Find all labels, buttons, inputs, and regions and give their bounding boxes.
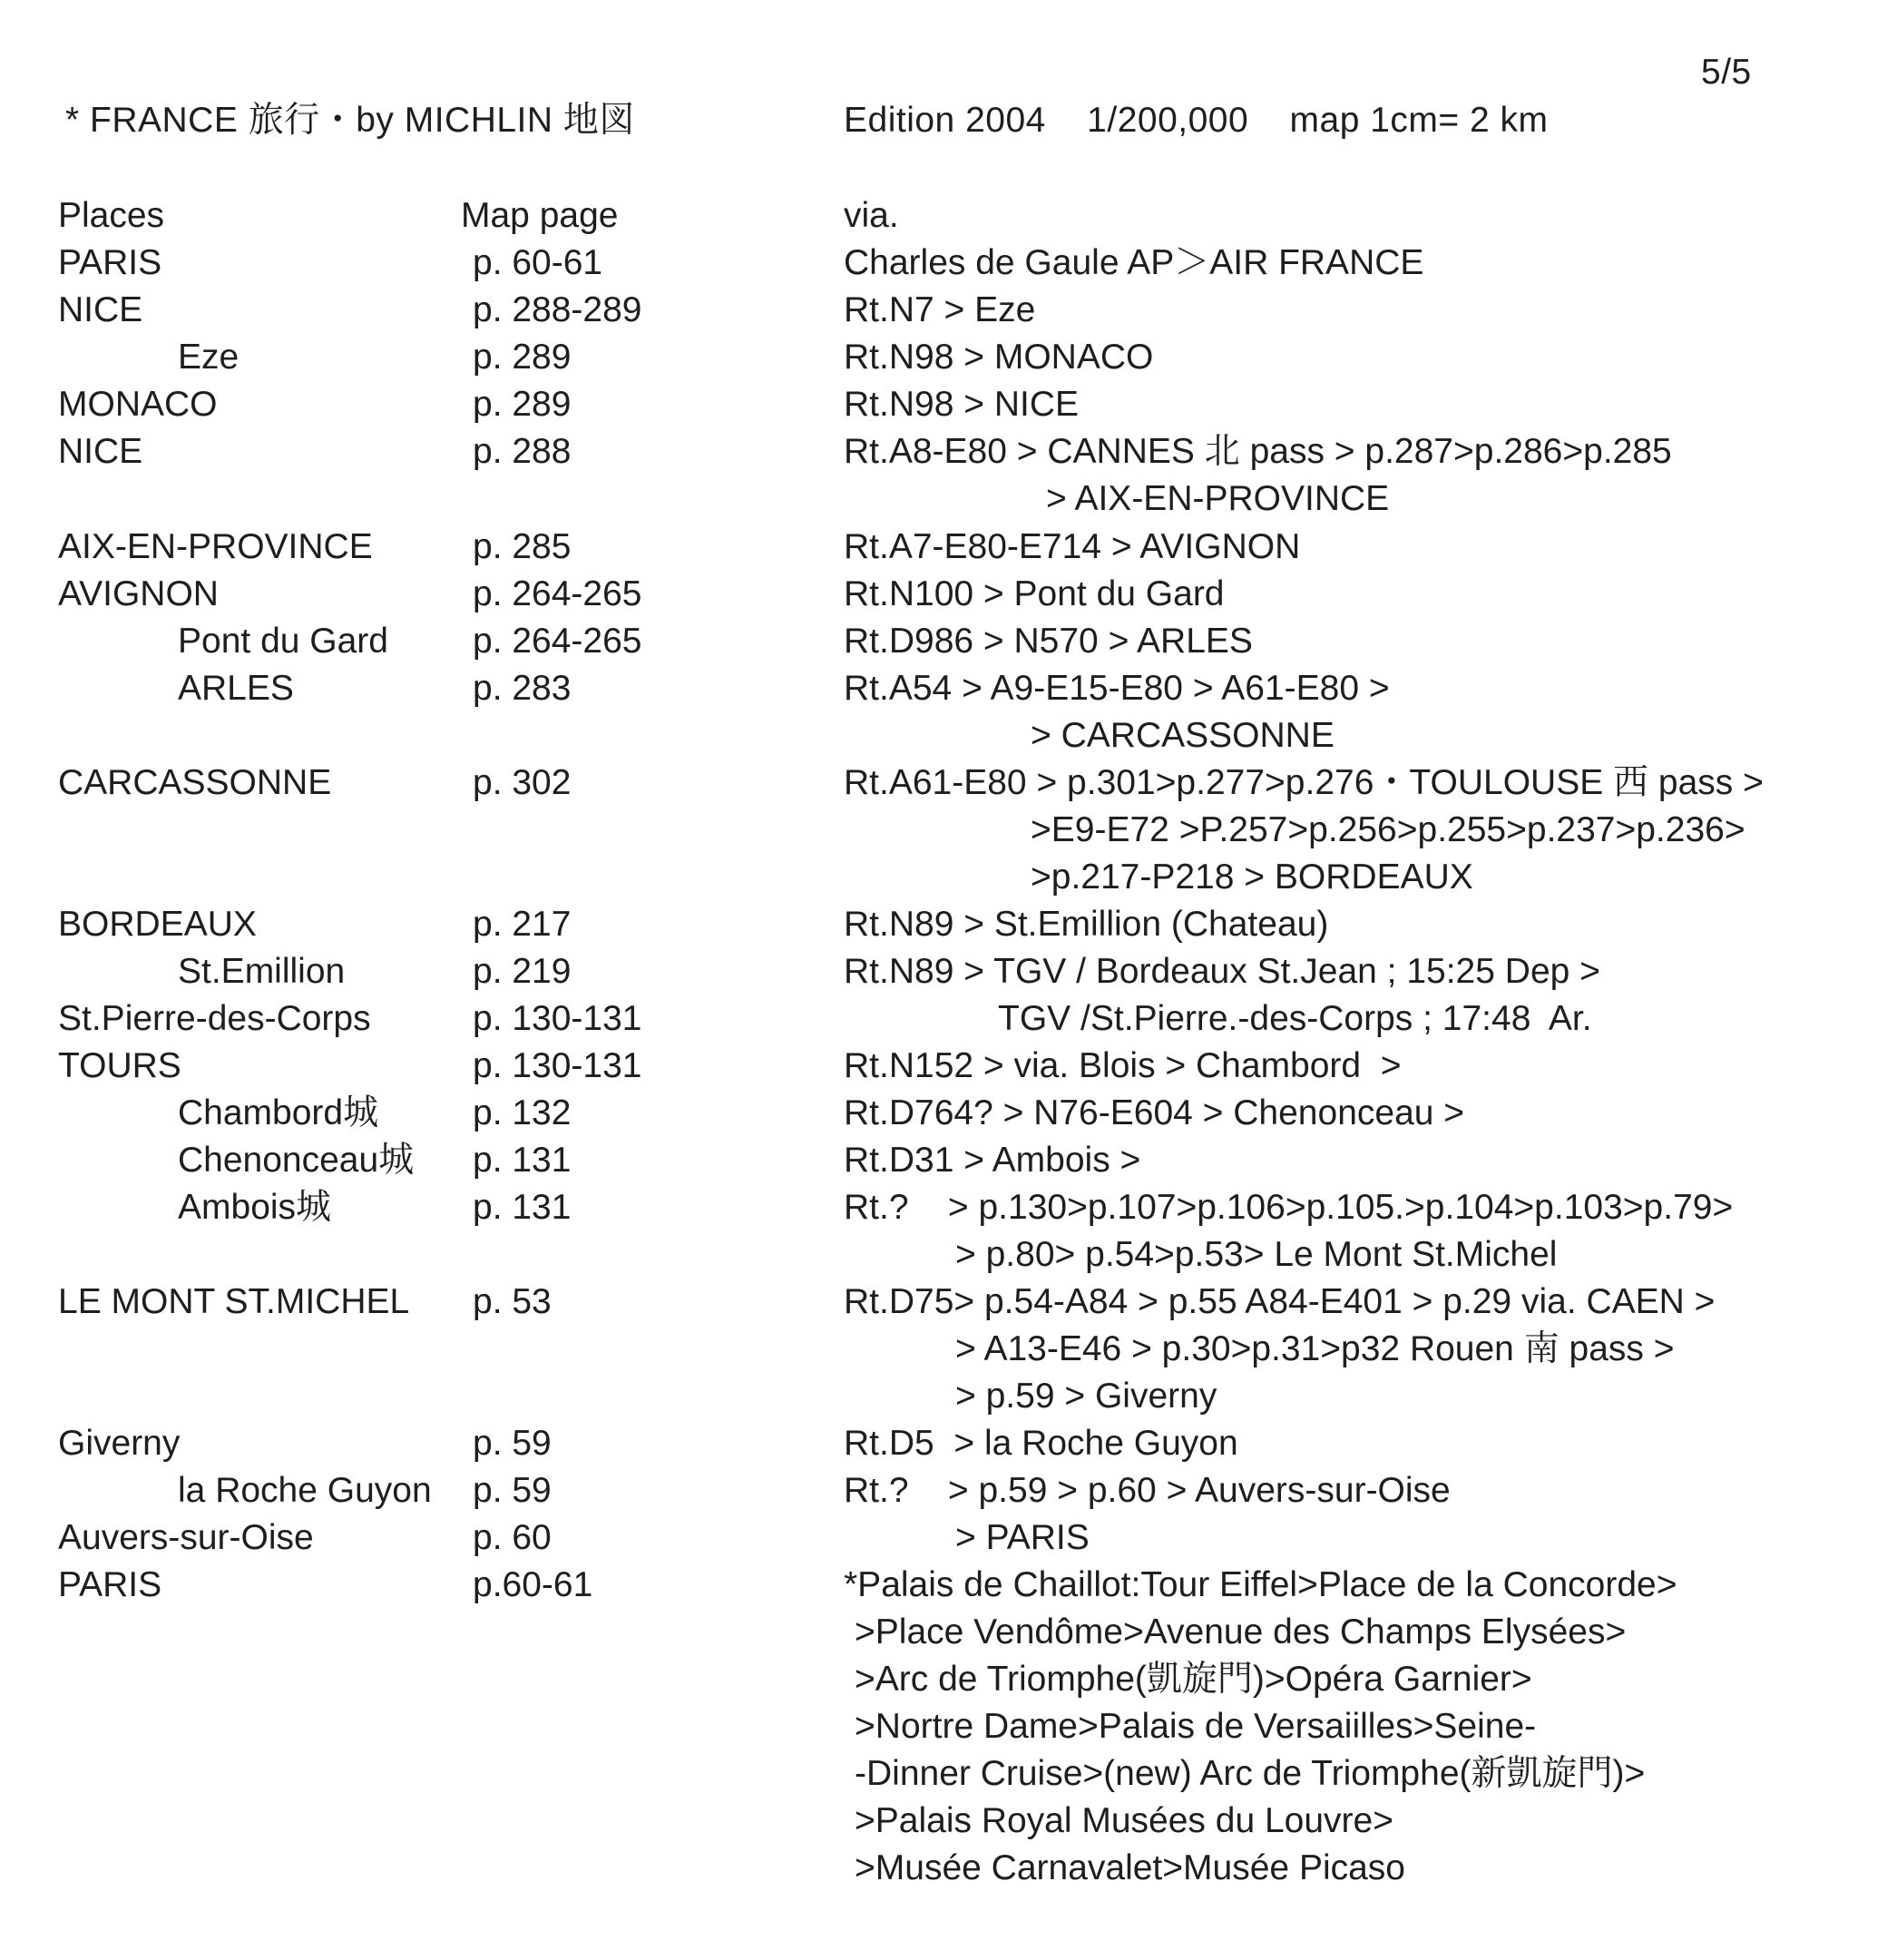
- map-page: p. 130-131: [473, 1046, 642, 1085]
- map-page: p. 130-131: [473, 999, 642, 1038]
- route-via-continuation: >p.217-P218 > BORDEAUX: [1031, 858, 1473, 897]
- route-via-continuation: > AIX-EN-PROVINCE: [1046, 479, 1390, 518]
- place-name: AIX-EN-PROVINCE: [58, 527, 373, 566]
- place-name: LE MONT ST.MICHEL: [58, 1282, 410, 1321]
- table-row: [0, 1190, 1887, 1231]
- place-name: BORDEAUX: [58, 905, 257, 944]
- route-via: Rt.? > p.130>p.107>p.106>p.105.>p.104>p.103>p.79>: [844, 1188, 1734, 1227]
- table-row: [0, 434, 1887, 475]
- table-row: [0, 387, 1887, 428]
- map-page: p. 53: [473, 1282, 552, 1321]
- route-via: Rt.N89 > St.Emillion (Chateau): [844, 905, 1329, 944]
- map-page: p. 264-265: [473, 574, 642, 613]
- route-continuation-row: [0, 718, 1887, 760]
- route-via: Rt.? > p.59 > p.60 > Auvers-sur-Oise: [844, 1471, 1451, 1510]
- route-via: Rt.N100 > Pont du Gard: [844, 574, 1225, 613]
- route-via: Rt.N89 > TGV / Bordeaux St.Jean ; 15:25 Dep >: [844, 952, 1600, 991]
- map-page: p. 60-61: [473, 243, 603, 282]
- column-header-row: [0, 198, 1887, 240]
- table-row: [0, 1142, 1887, 1184]
- route-via: > PARIS: [955, 1518, 1090, 1557]
- table-row: [0, 1284, 1887, 1326]
- route-via: Charles de Gaule AP＞AIR FRANCE: [844, 243, 1424, 282]
- route-continuation-row: [0, 1661, 1887, 1703]
- route-via-continuation: TGV /St.Pierre.-des-Corps ; 17:48 Ar.: [998, 999, 1592, 1038]
- table-row: [0, 1473, 1887, 1514]
- route-via-continuation: > A13-E46 > p.30>p.31>p32 Rouen 南 pass >: [955, 1329, 1675, 1368]
- route-via-continuation: > CARCASSONNE: [1031, 716, 1335, 755]
- place-name: NICE: [58, 432, 143, 471]
- route-via-continuation: >Place Vendôme>Avenue des Champs Elysées>: [855, 1612, 1627, 1651]
- route-via-continuation: >Palais Royal Musées du Louvre>: [855, 1801, 1394, 1840]
- document-title: * FRANCE 旅行・by MICHLIN 地図: [65, 101, 635, 140]
- route-via: Rt.D5 > la Roche Guyon: [844, 1424, 1238, 1463]
- map-page: p. 289: [473, 385, 572, 424]
- place-name: CARCASSONNE: [58, 763, 332, 802]
- route-via: Rt.N98 > NICE: [844, 385, 1080, 424]
- route-via: Rt.A8-E80 > CANNES 北 pass > p.287>p.286>p.285: [844, 432, 1672, 471]
- route-via-continuation: >Arc de Triomphe(凱旋門)>Opéra Garnier>: [855, 1660, 1532, 1699]
- place-name: Auvers-sur-Oise: [58, 1518, 314, 1557]
- map-page: p. 288: [473, 432, 572, 471]
- map-page: p. 131: [473, 1188, 572, 1227]
- place-name: St.Pierre-des-Corps: [58, 999, 371, 1038]
- route-continuation-row: [0, 812, 1887, 854]
- place-name: Ambois城: [178, 1188, 332, 1227]
- route-via: Rt.D986 > N570 > ARLES: [844, 622, 1253, 661]
- route-via: Rt.D75> p.54-A84 > p.55 A84-E401 > p.29 via. CAEN >: [844, 1282, 1716, 1321]
- edition-info: Edition 2004 1/200,000 map 1cm= 2 km: [844, 101, 1549, 140]
- route-via-continuation: >Nortre Dame>Palais de Versaiilles>Seine-: [855, 1707, 1537, 1746]
- map-page: p.60-61: [473, 1565, 593, 1604]
- route-continuation-row: [0, 1237, 1887, 1279]
- map-page: p. 289: [473, 338, 572, 377]
- place-name: MONACO: [58, 385, 218, 424]
- route-via: Rt.D764? > N76-E604 > Chenonceau >: [844, 1093, 1465, 1132]
- route-via-continuation: > p.59 > Giverny: [955, 1377, 1217, 1416]
- route-via: Rt.N152 > via. Blois > Chambord >: [844, 1046, 1402, 1085]
- place-name: ARLES: [178, 669, 294, 708]
- route-via: Rt.A61-E80 > p.301>p.277>p.276・TOULOUSE 西 pass >: [844, 763, 1764, 802]
- route-continuation-row: [0, 1378, 1887, 1420]
- route-via-continuation: > p.80> p.54>p.53> Le Mont St.Michel: [955, 1235, 1558, 1274]
- route-via: Rt.N7 > Eze: [844, 290, 1036, 329]
- map-page: p. 288-289: [473, 290, 642, 329]
- place-name: St.Emillion: [178, 952, 346, 991]
- table-row: [0, 339, 1887, 381]
- table-row: [0, 623, 1887, 665]
- place-name: Chenonceau城: [178, 1141, 415, 1180]
- route-via: Rt.D31 > Ambois >: [844, 1141, 1141, 1180]
- table-row: [0, 1048, 1887, 1090]
- route-via: *Palais de Chaillot:Tour Eiffel>Place de la Concorde>: [844, 1565, 1677, 1604]
- table-row: [0, 671, 1887, 712]
- map-page: p. 217: [473, 905, 572, 944]
- route-via: Rt.A54 > A9-E15-E80 > A61-E80 >: [844, 669, 1390, 708]
- route-via-continuation: -Dinner Cruise>(new) Arc de Triomphe(新凱旋門)>: [855, 1754, 1646, 1793]
- map-page: p. 60: [473, 1518, 552, 1557]
- column-header-via: via.: [844, 196, 899, 235]
- place-name: Giverny: [58, 1424, 181, 1463]
- table-row: [0, 529, 1887, 571]
- route-continuation-row: [0, 1850, 1887, 1892]
- table-row: [0, 906, 1887, 948]
- place-name: la Roche Guyon: [178, 1471, 432, 1510]
- place-name: PARIS: [58, 243, 162, 282]
- place-name: NICE: [58, 290, 143, 329]
- place-name: Eze: [178, 338, 240, 377]
- column-header-map-page: Map page: [461, 196, 619, 235]
- route-continuation-row: [0, 1803, 1887, 1845]
- table-row: [0, 576, 1887, 618]
- table-row: [0, 1095, 1887, 1137]
- map-page: p. 132: [473, 1093, 572, 1132]
- map-page: p. 219: [473, 952, 572, 991]
- route-via-continuation: >E9-E72 >P.257>p.256>p.255>p.237>p.236>: [1031, 810, 1745, 849]
- route-via-continuation: >Musée Carnavalet>Musée Picaso: [855, 1848, 1405, 1887]
- route-via: Rt.A7-E80-E714 > AVIGNON: [844, 527, 1301, 566]
- map-page: p. 131: [473, 1141, 572, 1180]
- place-name: AVIGNON: [58, 574, 219, 613]
- route-continuation-row: [0, 1331, 1887, 1373]
- route-continuation-row: [0, 481, 1887, 523]
- route-continuation-row: [0, 1756, 1887, 1798]
- table-row: [0, 1001, 1887, 1043]
- place-name: TOURS: [58, 1046, 181, 1085]
- table-row: [0, 1520, 1887, 1562]
- place-name: Chambord城: [178, 1093, 379, 1132]
- column-header-places: Places: [58, 196, 165, 235]
- route-continuation-row: [0, 1614, 1887, 1656]
- map-page: p. 59: [473, 1424, 552, 1463]
- place-name: Pont du Gard: [178, 622, 388, 661]
- table-row: [0, 292, 1887, 334]
- table-row: [0, 765, 1887, 807]
- map-page: p. 285: [473, 527, 572, 566]
- map-page: p. 59: [473, 1471, 552, 1510]
- place-name: PARIS: [58, 1565, 162, 1604]
- page-number: 5/5: [1701, 53, 1752, 92]
- map-page: p. 283: [473, 669, 572, 708]
- table-row: [0, 954, 1887, 995]
- route-via: Rt.N98 > MONACO: [844, 338, 1154, 377]
- table-row: [0, 1426, 1887, 1467]
- map-page: p. 302: [473, 763, 572, 802]
- route-continuation-row: [0, 859, 1887, 901]
- table-row: [0, 1567, 1887, 1609]
- map-page: p. 264-265: [473, 622, 642, 661]
- table-row: [0, 245, 1887, 287]
- route-continuation-row: [0, 1709, 1887, 1750]
